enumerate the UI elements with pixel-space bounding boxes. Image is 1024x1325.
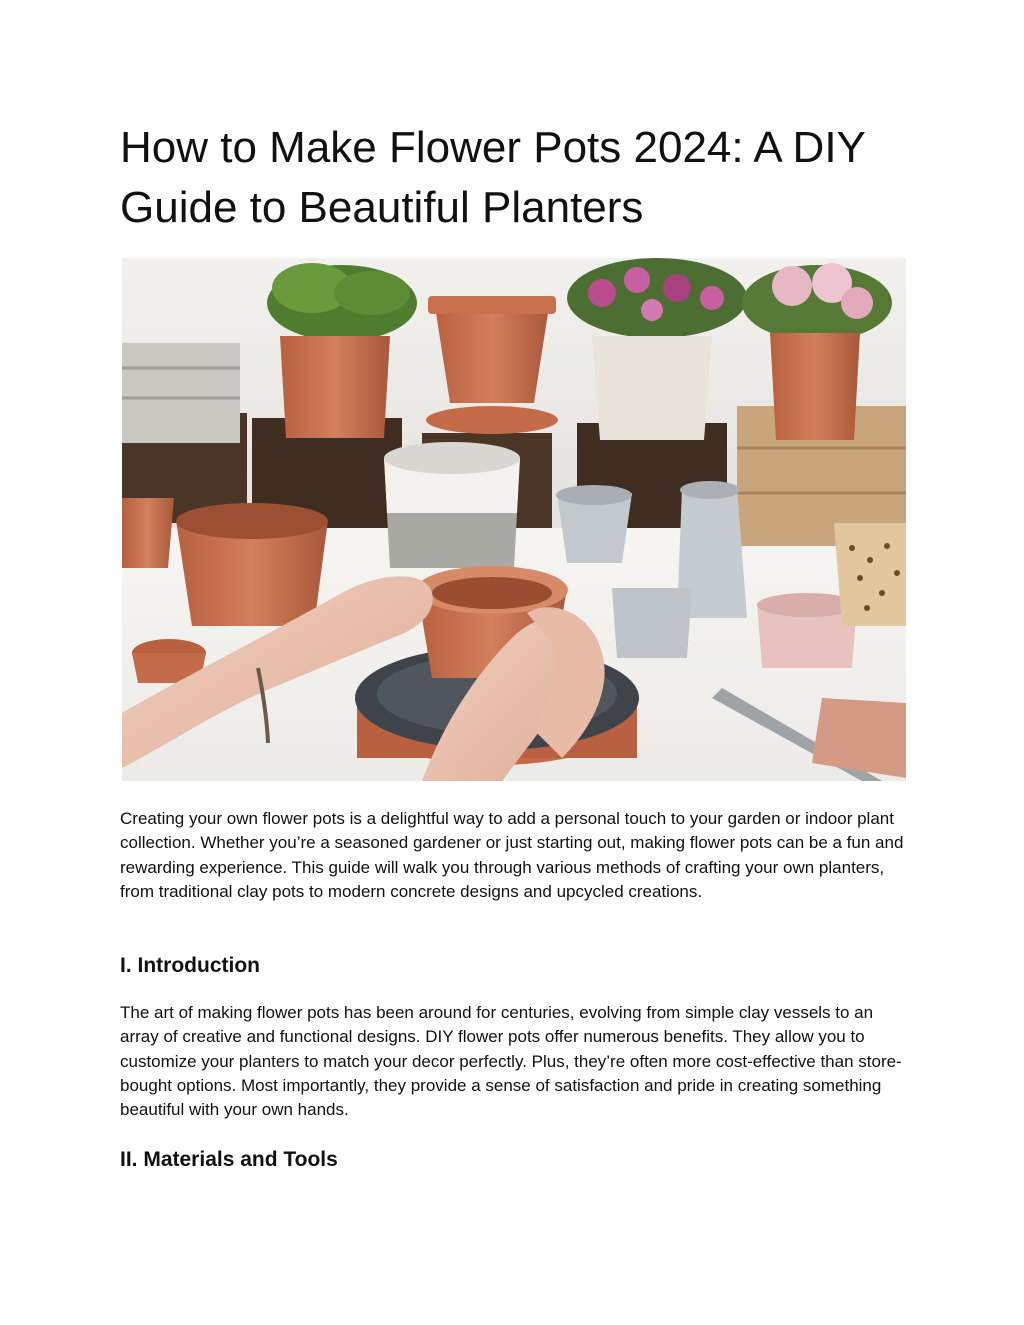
section-heading-introduction: I. Introduction [120, 954, 260, 977]
section-heading-materials-and-tools: II. Materials and Tools [120, 1148, 338, 1171]
hero-illustration [122, 258, 906, 781]
page-title: How to Make Flower Pots 2024: A DIY Guide to Beautiful Planters [120, 123, 866, 232]
hero-image [122, 258, 906, 781]
intro-paragraph: Creating your own flower pots is a delightful way to add a personal touch to your garden or indoor plant collection. Whether you’re a seasoned gardener or just starting out, making flower pots can be a fun and rewarding experience. This guide will walk you through various methods of crafting your own planters, from traditional clay pots to modern concrete designs and upcycled creations. [120, 809, 904, 901]
introduction-body: The art of making flower pots has been around for centuries, evolving from simple clay vessels to an array of creative and functional designs. DIY flower pots offer numerous benefits. They allow you to customize your planters to match your decor perfectly. Plus, they’re often more cost-effective than store-bought options. Most importantly, they provide a sense of satisfaction and pride in creating something beautiful with your own hands. [120, 1003, 902, 1120]
